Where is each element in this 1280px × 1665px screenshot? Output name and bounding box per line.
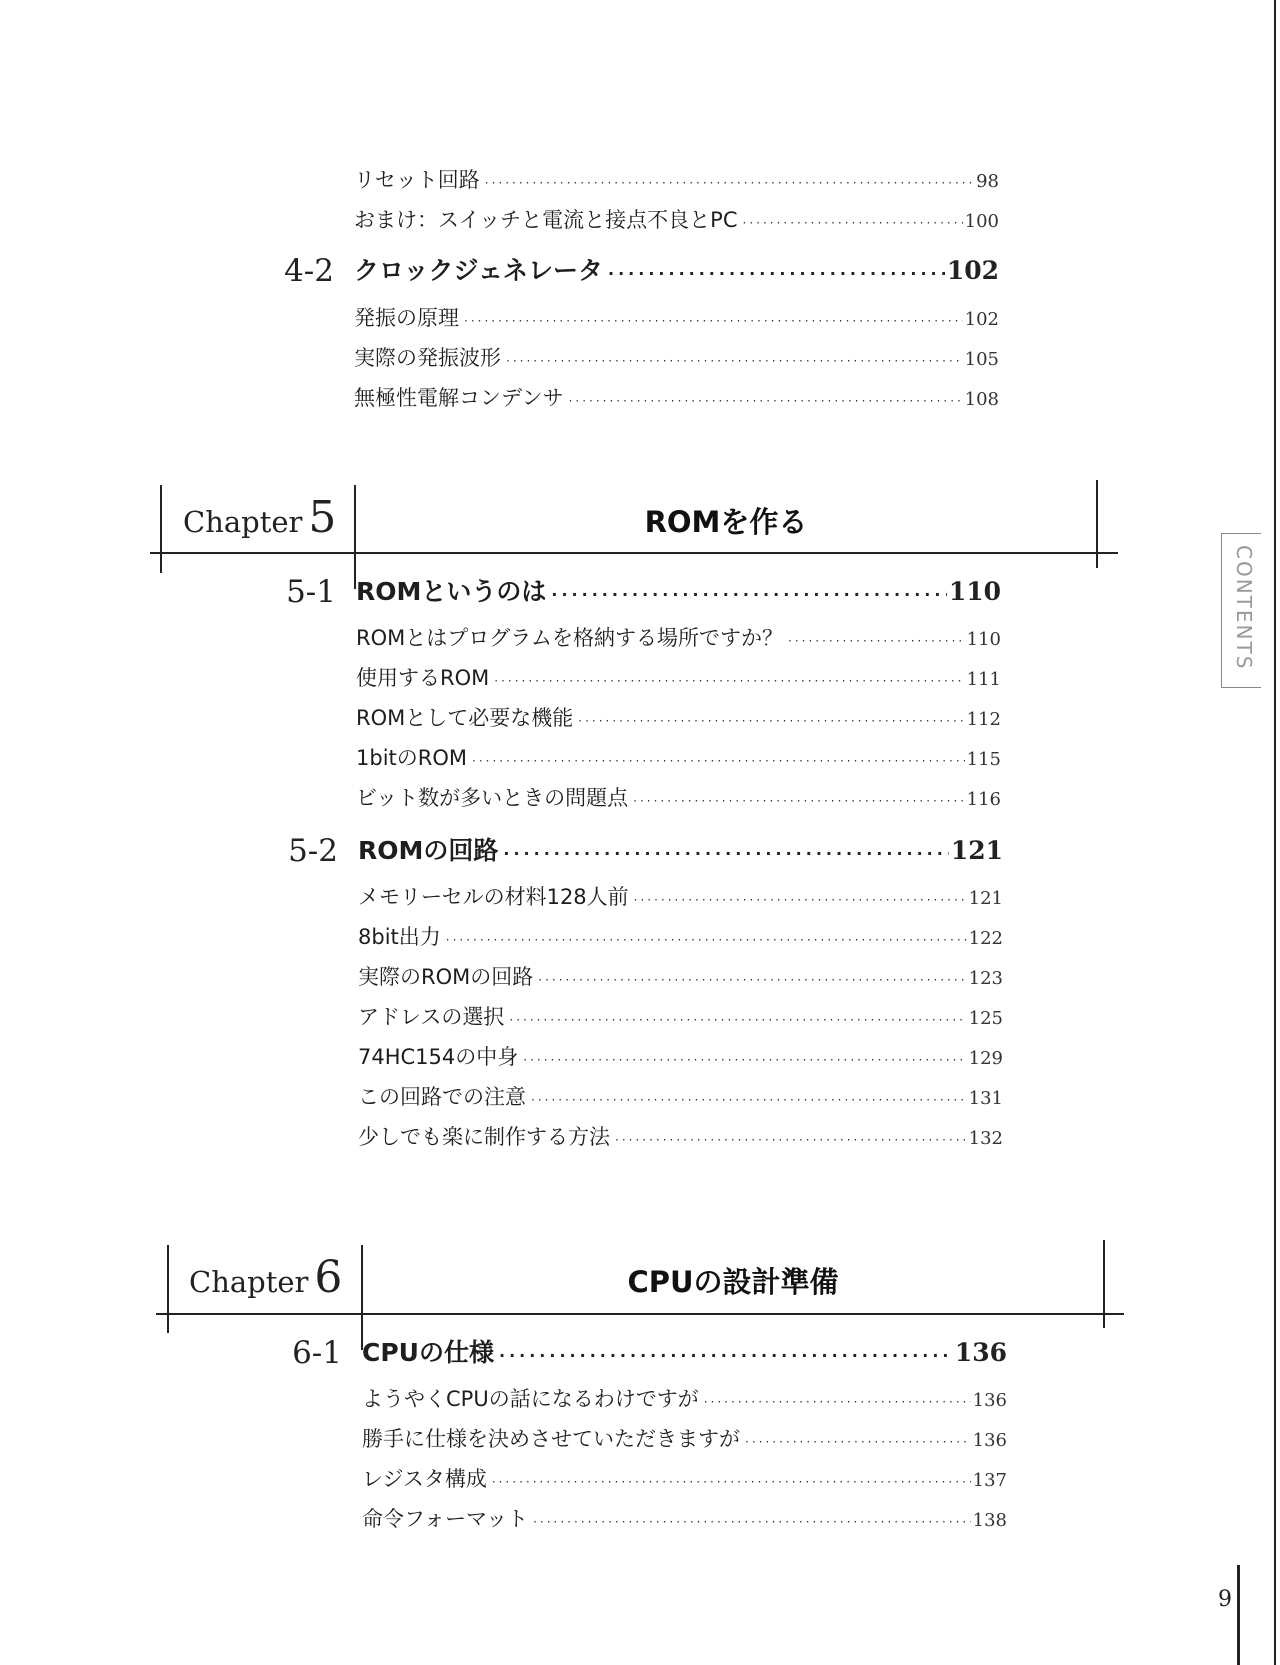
leader-dots xyxy=(531,1093,967,1107)
leader-dots xyxy=(745,1435,971,1449)
toc-entry[interactable] xyxy=(358,921,1003,961)
toc-entry-page: 116 xyxy=(966,789,1001,810)
toc-entry-title: ROMとはプログラムを格納する場所ですか？ xyxy=(356,626,784,650)
toc-entry-title: 74HC154の中身 xyxy=(358,1045,519,1069)
toc-entry-page: 108 xyxy=(964,389,999,410)
leader-dots xyxy=(608,264,945,283)
toc-entry[interactable] xyxy=(356,742,1001,782)
toc-entry[interactable] xyxy=(358,881,1003,921)
toc-entry-title: 無極性電解コンデンサ xyxy=(354,386,564,410)
toc-entry-page: 136 xyxy=(972,1430,1007,1451)
toc-entry-title: ROMとして必要な機能 xyxy=(356,706,574,730)
toc-entry[interactable] xyxy=(362,1503,1007,1543)
leader-dots xyxy=(494,674,964,688)
toc-entry[interactable] xyxy=(356,702,1001,742)
toc-entry-title: リセット回路 xyxy=(354,168,480,192)
chapter-label xyxy=(189,1252,342,1303)
toc-entry[interactable] xyxy=(362,1423,1007,1463)
chapter-title: CPUの設計準備 xyxy=(627,1265,839,1299)
toc-entry-title: 命令フォーマット xyxy=(362,1507,529,1531)
toc-entry[interactable] xyxy=(354,302,999,342)
toc-entry-title: メモリーセルの材料128人前 xyxy=(358,885,629,909)
leader-dots xyxy=(446,933,967,947)
toc-entry[interactable] xyxy=(362,1383,1007,1423)
toc-entry[interactable] xyxy=(356,622,1001,662)
chapter-rule-left xyxy=(160,485,162,573)
toc-entry-page: 112 xyxy=(966,709,1001,730)
chapter-label xyxy=(183,492,336,543)
leader-dots xyxy=(634,893,967,907)
toc-entry-page: 110 xyxy=(966,629,1001,650)
leader-dots xyxy=(485,176,974,190)
chapter-rule-left xyxy=(167,1245,169,1333)
section-title: ROMの回路 xyxy=(358,836,499,865)
toc-entry-page: 102 xyxy=(964,309,999,330)
leader-dots xyxy=(533,1515,971,1529)
toc-entry-page: 138 xyxy=(972,1510,1007,1531)
toc-entry[interactable] xyxy=(358,1121,1003,1161)
toc-entry-title: 発振の原理 xyxy=(354,306,459,330)
toc-entry-page: 123 xyxy=(968,968,1003,989)
toc-entry-page: 105 xyxy=(964,349,999,370)
section-title: クロックジェネレータ xyxy=(354,256,604,285)
toc-entry[interactable] xyxy=(358,1001,1003,1041)
toc-entry-page: 137 xyxy=(972,1470,1007,1491)
toc-entry-title: 使用するROM xyxy=(356,666,490,690)
toc-entry[interactable] xyxy=(362,1463,1007,1503)
toc-entry[interactable] xyxy=(354,382,999,422)
chapter-number: 6 xyxy=(314,1252,343,1303)
section-number: 5-1 xyxy=(286,574,336,610)
toc-entry-title: 実際のROMの回路 xyxy=(358,965,534,989)
toc-entry-page: 111 xyxy=(966,669,1001,690)
chapter-rule-right xyxy=(1096,480,1098,568)
leader-dots xyxy=(464,314,963,328)
leader-dots xyxy=(472,754,965,768)
folio-bar xyxy=(1237,1565,1240,1665)
leader-dots xyxy=(704,1395,971,1409)
leader-dots xyxy=(615,1133,967,1147)
section-number: 4-2 xyxy=(284,253,334,289)
toc-entry-page: 132 xyxy=(968,1128,1003,1149)
toc-entry-title: レジスタ構成 xyxy=(362,1467,487,1491)
toc-entry-page: 115 xyxy=(966,749,1001,770)
page-number: 9 xyxy=(1218,1587,1232,1612)
toc-section-5-2[interactable] xyxy=(288,831,1003,877)
toc-entry-title: ようやくCPUの話になるわけですが xyxy=(362,1387,699,1411)
toc-entry-title: この回路での注意 xyxy=(358,1085,526,1109)
toc-entry-title: 実際の発振波形 xyxy=(354,346,501,370)
leader-dots xyxy=(551,585,946,604)
toc-entry-title: 8bit出力 xyxy=(358,925,441,949)
section-page: 136 xyxy=(954,1338,1007,1367)
chapter-word: Chapter xyxy=(189,1265,309,1299)
contents-side-tab: CONTENTS xyxy=(1232,545,1256,671)
chapter-rule xyxy=(156,1313,1124,1315)
section-number: 5-2 xyxy=(288,833,338,869)
toc-entry[interactable] xyxy=(356,662,1001,702)
toc-entry[interactable] xyxy=(358,1081,1003,1121)
leader-dots xyxy=(633,794,964,808)
toc-entry[interactable] xyxy=(358,1041,1003,1081)
toc-entry-page: 122 xyxy=(968,928,1003,949)
section-page: 121 xyxy=(950,836,1003,865)
side-tab-rule-bottom xyxy=(1221,687,1261,688)
toc-entry[interactable] xyxy=(356,782,1001,822)
section-page: 102 xyxy=(946,256,999,285)
toc-entry[interactable] xyxy=(354,342,999,382)
toc-entry-page: 131 xyxy=(968,1088,1003,1109)
section-title: CPUの仕様 xyxy=(362,1338,494,1367)
toc-entry-title: 少しでも楽に制作する方法 xyxy=(358,1125,610,1149)
leader-dots xyxy=(499,1346,953,1365)
toc-entry-page: 98 xyxy=(976,171,999,192)
toc-entry-title: 勝手に仕様を決めさせていただきますが xyxy=(362,1427,740,1451)
toc-entry[interactable] xyxy=(358,961,1003,1001)
leader-dots xyxy=(492,1475,971,1489)
toc-entry-title: おまけ：スイッチと電流と接点不良とPC xyxy=(354,208,738,232)
toc-section-5-1[interactable] xyxy=(286,572,1001,618)
side-tab-rule xyxy=(1221,533,1222,688)
toc-entry-title: アドレスの選択 xyxy=(358,1005,505,1029)
toc-entry-title: 1bitのROM xyxy=(356,746,467,770)
leader-dots xyxy=(523,1053,966,1067)
page-edge-line xyxy=(1274,0,1276,1665)
toc-entry-page: 136 xyxy=(972,1390,1007,1411)
toc-section-4-2[interactable] xyxy=(284,251,999,297)
leader-dots xyxy=(788,634,965,648)
leader-dots xyxy=(538,973,966,987)
leader-dots xyxy=(569,394,963,408)
chapter-number: 5 xyxy=(308,492,337,543)
section-page: 110 xyxy=(948,577,1001,606)
toc-entry-page: 125 xyxy=(968,1008,1003,1029)
toc-entry-title: ビット数が多いときの問題点 xyxy=(356,786,629,810)
section-number: 6-1 xyxy=(292,1335,342,1371)
side-tab-rule-top xyxy=(1221,533,1261,534)
leader-dots xyxy=(743,216,963,230)
leader-dots xyxy=(503,844,948,863)
toc-entry[interactable] xyxy=(354,204,999,244)
chapter-rule-right xyxy=(1103,1240,1105,1328)
leader-dots xyxy=(506,354,963,368)
chapter-rule xyxy=(150,552,1118,554)
leader-dots xyxy=(578,714,964,728)
section-title: ROMというのは xyxy=(356,577,547,606)
toc-section-6-1[interactable] xyxy=(292,1333,1007,1379)
toc-entry-page: 121 xyxy=(968,888,1003,909)
toc-entry[interactable] xyxy=(354,164,999,204)
leader-dots xyxy=(509,1013,966,1027)
toc-entry-page: 129 xyxy=(968,1048,1003,1069)
toc-entry-page: 100 xyxy=(964,211,999,232)
chapter-word: Chapter xyxy=(183,505,303,539)
chapter-title: ROMを作る xyxy=(644,505,808,539)
